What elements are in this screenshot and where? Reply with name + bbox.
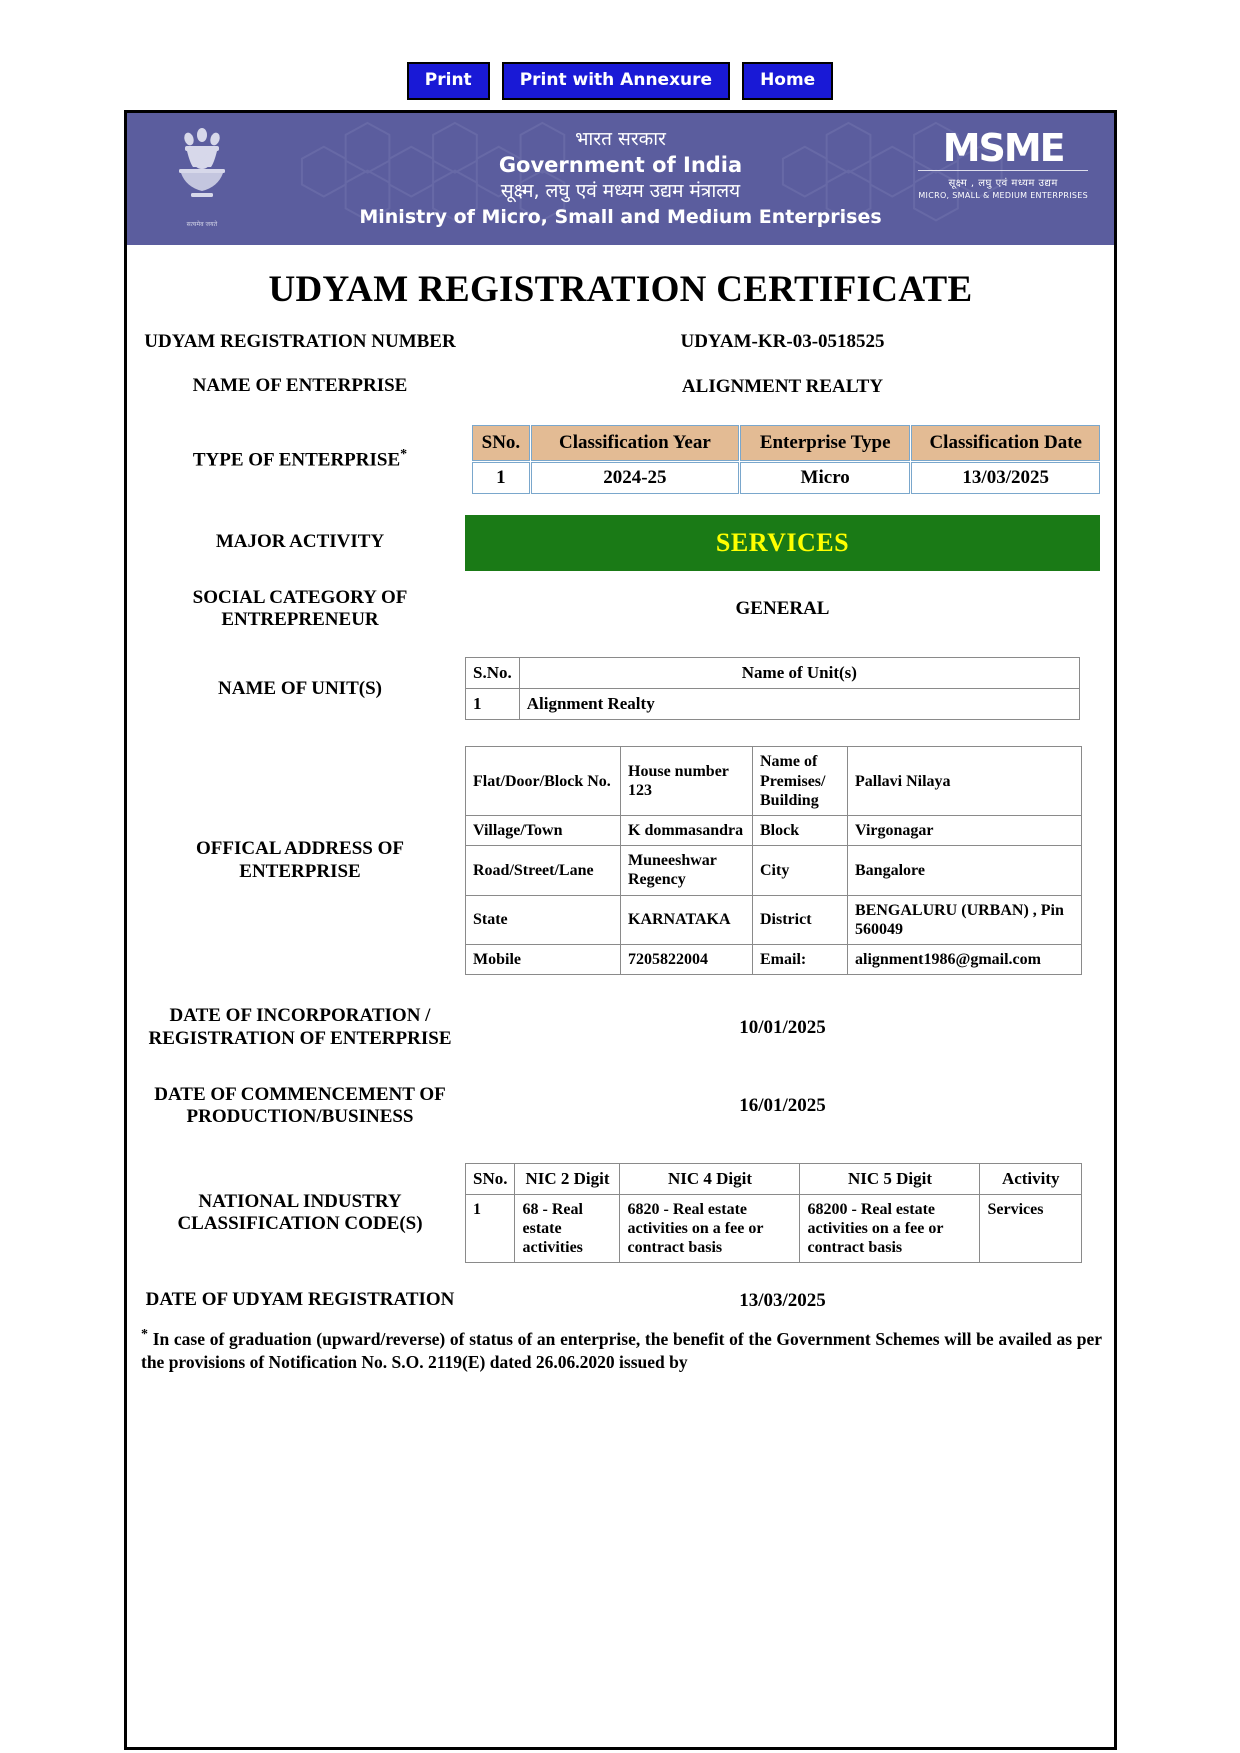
- msme-logo-sub-hindi: सूक्ष्म , लघु एवं मध्यम उद्यम: [948, 178, 1058, 189]
- date-of-commencement-label: DATE OF COMMENCEMENT OF PRODUCTION/BUSINESS: [154, 1083, 446, 1128]
- row-official-address: [135, 746, 1100, 975]
- major-activity-value: SERVICES: [465, 515, 1100, 571]
- addr-val-block: Virgonagar: [848, 816, 1082, 846]
- td-enterprise-type: Micro: [740, 462, 910, 494]
- th-nic-4digit: NIC 4 Digit: [620, 1163, 800, 1194]
- row-major-activity: [135, 515, 1100, 571]
- th-nic-2digit: NIC 2 Digit: [515, 1163, 620, 1194]
- td-units-name: Alignment Realty: [519, 689, 1079, 720]
- msme-logo: [918, 126, 1088, 200]
- addr-key-block: Block: [753, 816, 848, 846]
- type-of-enterprise-label-text: TYPE OF ENTERPRISE: [192, 449, 401, 471]
- print-with-annexure-button[interactable]: Print with Annexure: [502, 62, 730, 100]
- date-of-udyam-registration-label: DATE OF UDYAM REGISTRATION: [145, 1289, 455, 1311]
- emblem-motto: सत्यमेव जयते: [186, 222, 218, 228]
- social-category-label: SOCIAL CATEGORY OF ENTREPRENEUR: [192, 586, 408, 631]
- addr-val-state: KARNATAKA: [621, 895, 753, 944]
- addr-key-email: Email:: [753, 944, 848, 974]
- social-category-value: GENERAL: [735, 598, 830, 620]
- td-nic-2digit: 68 - Real estate activities: [515, 1194, 620, 1263]
- type-of-enterprise-table-wrap: [465, 424, 1115, 495]
- registration-number-value: UDYAM-KR-03-0518525: [680, 331, 885, 353]
- addr-val-district: BENGALURU (URBAN) , Pin 560049: [848, 895, 1082, 944]
- table-header-row: [472, 425, 1100, 461]
- top-toolbar: [0, 62, 1240, 100]
- registration-number-label: UDYAM REGISTRATION NUMBER: [144, 331, 456, 352]
- th-enterprise-type: Enterprise Type: [740, 425, 910, 461]
- td-classification-year: 2024-25: [531, 462, 739, 494]
- table-row: [466, 747, 1082, 816]
- td-nic-activity: Services: [980, 1194, 1082, 1263]
- msme-logo-rule: [918, 170, 1088, 171]
- row-nic-codes: [135, 1163, 1100, 1264]
- td-classification-date: 13/03/2025: [911, 462, 1100, 494]
- addr-key-premises: Name of Premises/ Building: [753, 747, 848, 816]
- nic-table-wrap: [465, 1163, 1082, 1264]
- nic-codes-label: NATIONAL INDUSTRY CLASSIFICATION CODE(S): [177, 1190, 423, 1235]
- addr-val-road: Muneeshwar Regency: [621, 846, 753, 895]
- table-row: [466, 944, 1082, 974]
- row-date-of-incorporation: [135, 1005, 1100, 1050]
- row-date-of-commencement: [135, 1084, 1100, 1129]
- td-units-sno: 1: [466, 689, 520, 720]
- table-row: [466, 816, 1082, 846]
- addr-val-email: alignment1986@gmail.com: [848, 944, 1082, 974]
- th-units-sno: S.No.: [466, 658, 520, 689]
- table-row: [466, 1194, 1082, 1263]
- table-row: [466, 895, 1082, 944]
- units-table: [465, 657, 1080, 720]
- th-units-name: Name of Unit(s): [519, 658, 1079, 689]
- addr-key-mobile: Mobile: [466, 944, 621, 974]
- table-row: [472, 462, 1100, 494]
- addr-key-road: Road/Street/Lane: [466, 846, 621, 895]
- addr-val-mobile: 7205822004: [621, 944, 753, 974]
- th-nic-5digit: NIC 5 Digit: [800, 1163, 980, 1194]
- addr-val-city: Bangalore: [848, 846, 1082, 895]
- date-of-udyam-registration-value: 13/03/2025: [739, 1289, 826, 1311]
- enterprise-name-value: ALIGNMENT REALTY: [681, 375, 884, 397]
- government-header-band: [127, 113, 1114, 245]
- asterisk-marker: *: [400, 446, 408, 462]
- row-enterprise-name: [135, 375, 1100, 397]
- td-nic-5digit: 68200 - Real estate activities on a fee or contract basis: [800, 1194, 980, 1263]
- msme-logo-sub-english: MICRO, SMALL & MEDIUM ENTERPRISES: [918, 191, 1088, 200]
- addr-val-premises: Pallavi Nilaya: [848, 747, 1082, 816]
- footnote-asterisk: *: [141, 1326, 148, 1342]
- addr-key-city: City: [753, 846, 848, 895]
- official-address-label: OFFICAL ADDRESS OF ENTERPRISE: [196, 838, 404, 882]
- row-type-of-enterprise: [135, 424, 1100, 495]
- ministry-english-line: Ministry of Micro, Small and Medium Enterprises: [359, 205, 882, 228]
- th-nic-sno: SNo.: [466, 1163, 515, 1194]
- addr-key-flat: Flat/Door/Block No.: [466, 747, 621, 816]
- th-classification-date: Classification Date: [911, 425, 1100, 461]
- td-nic-sno: 1: [466, 1194, 515, 1263]
- th-nic-activity: Activity: [980, 1163, 1082, 1194]
- msme-logo-word: MSME: [942, 126, 1064, 170]
- row-date-of-udyam-registration: [135, 1289, 1100, 1311]
- enterprise-name-label: NAME OF ENTERPRISE: [192, 375, 408, 397]
- gov-hindi-line: भारत सरकार: [575, 128, 666, 151]
- print-button[interactable]: Print: [407, 62, 490, 100]
- home-button[interactable]: Home: [742, 62, 833, 100]
- ministry-hindi-line: सूक्ष्म, लघु एवं मध्यम उद्यम मंत्रालय: [500, 180, 741, 203]
- th-sno: SNo.: [472, 425, 530, 461]
- row-registration-number: [135, 331, 1100, 353]
- name-of-units-label: NAME OF UNIT(S): [218, 677, 382, 699]
- address-table-wrap: [465, 746, 1082, 975]
- page-title: UDYAM REGISTRATION CERTIFICATE: [268, 269, 973, 310]
- date-of-incorporation-value: 10/01/2025: [739, 1016, 826, 1038]
- row-social-category: [135, 587, 1100, 632]
- date-of-commencement-value: 16/01/2025: [739, 1095, 826, 1117]
- table-header-row: [466, 1163, 1082, 1194]
- gov-english-line: Government of India: [498, 153, 743, 178]
- table-header-row: [466, 658, 1080, 689]
- national-emblem-icon: [163, 123, 241, 235]
- type-of-enterprise-label: [135, 447, 465, 472]
- major-activity-label: MAJOR ACTIVITY: [215, 531, 385, 553]
- addr-val-village: K dommasandra: [621, 816, 753, 846]
- units-table-wrap: [465, 657, 1080, 720]
- addr-val-flat: House number 123: [621, 747, 753, 816]
- table-row: [466, 846, 1082, 895]
- table-row: [466, 689, 1080, 720]
- addr-key-village: Village/Town: [466, 816, 621, 846]
- addr-key-state: State: [466, 895, 621, 944]
- certificate-document: [124, 110, 1117, 1750]
- footnote-text: In case of graduation (upward/reverse) of status of an enterprise, the benefit of the Government Schemes will be availed as per the provisions of Notification No. S.O. 2119(E) dated 26.06.2020 issued by: [141, 1328, 1102, 1373]
- nic-table: [465, 1163, 1082, 1264]
- row-name-of-units: [135, 657, 1100, 720]
- type-of-enterprise-table: [471, 424, 1101, 495]
- td-sno: 1: [472, 462, 530, 494]
- footnote: [127, 1322, 1114, 1385]
- address-table: [465, 746, 1082, 975]
- addr-key-district: District: [753, 895, 848, 944]
- th-classification-year: Classification Year: [531, 425, 739, 461]
- td-nic-4digit: 6820 - Real estate activities on a fee or contract basis: [620, 1194, 800, 1263]
- government-title-text: [359, 127, 881, 230]
- date-of-incorporation-label: DATE OF INCORPORATION / REGISTRATION OF ENTERPRISE: [148, 1005, 452, 1049]
